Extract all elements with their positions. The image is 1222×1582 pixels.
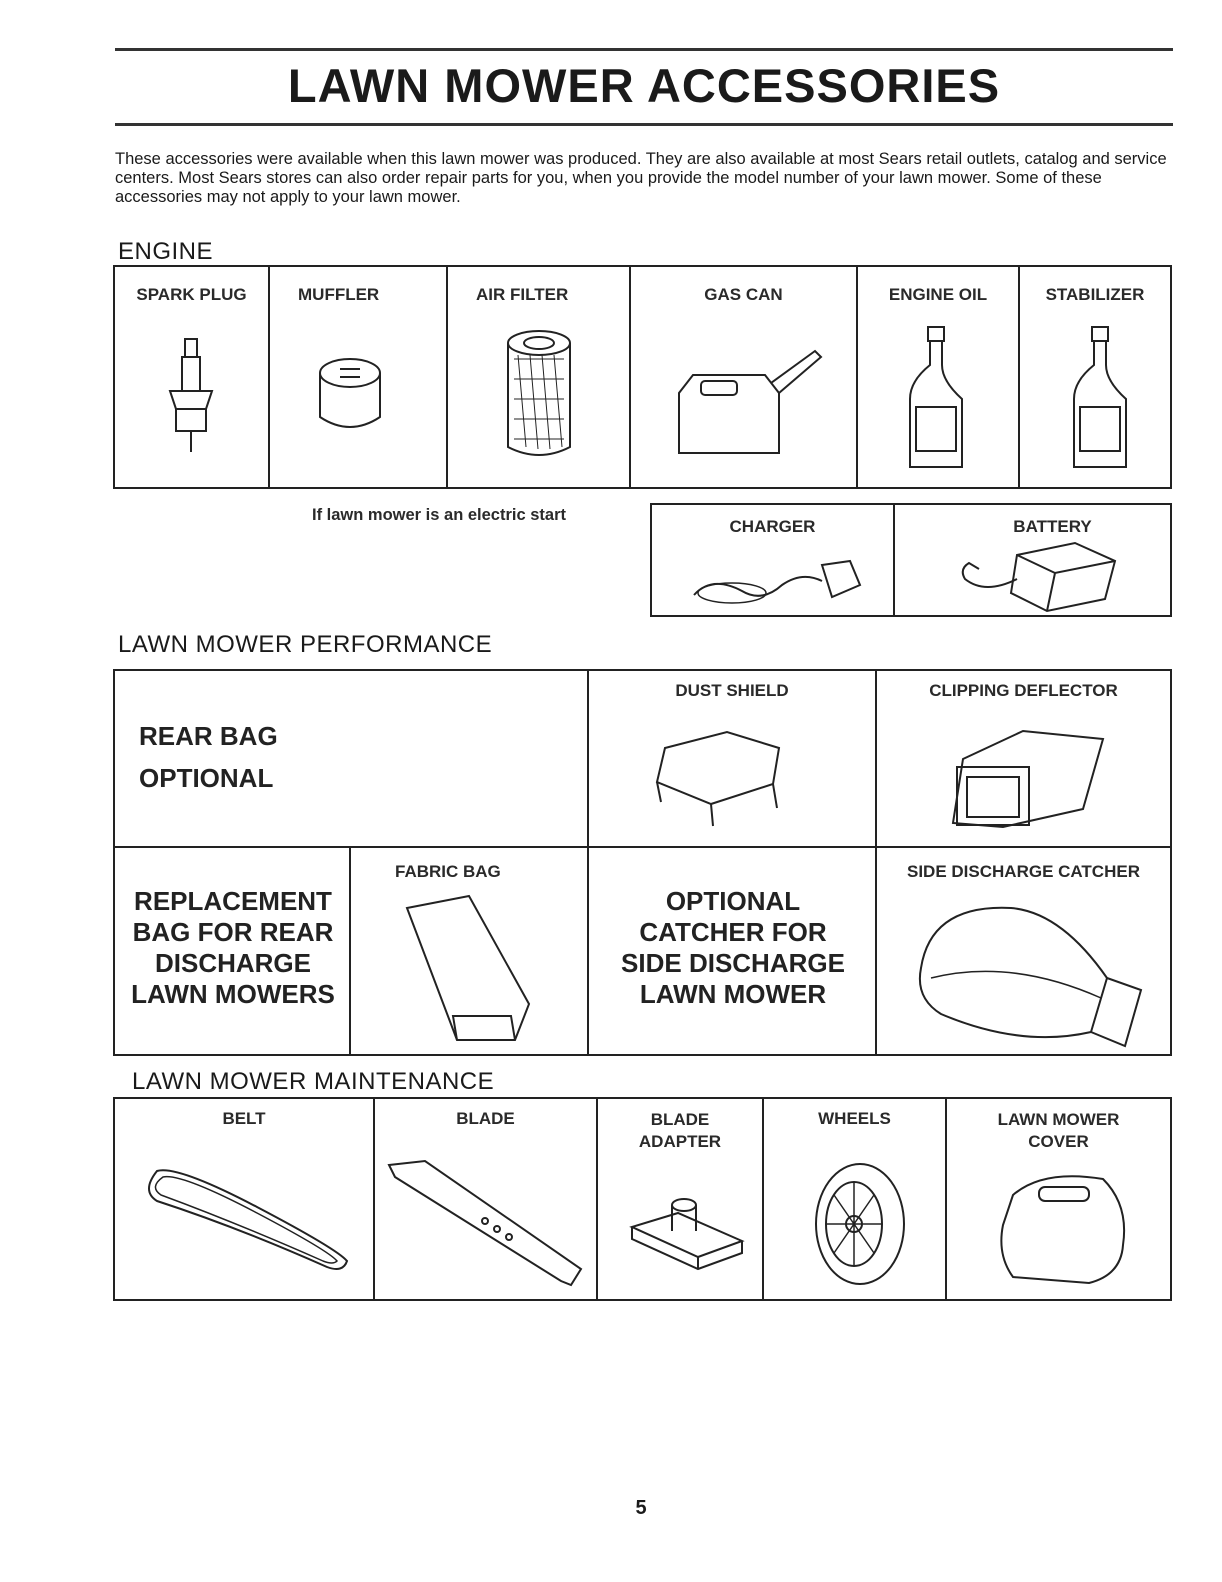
gas-can-label: GAS CAN xyxy=(704,285,783,304)
replacement-line-4: LAWN MOWERS xyxy=(131,979,335,1009)
clipping-deflector-icon xyxy=(943,719,1113,839)
mower-cover-icon xyxy=(993,1165,1133,1290)
engine-heading: ENGINE xyxy=(118,238,214,265)
engine-oil-bottle-icon xyxy=(908,325,968,475)
engine-oil-cell xyxy=(858,267,1020,487)
fabric-bag-label: FABRIC BAG xyxy=(395,862,501,881)
maintenance-grid xyxy=(113,1097,1172,1301)
dust-shield-cell xyxy=(589,671,877,848)
engine-oil-label: ENGINE OIL xyxy=(888,285,988,304)
spark-plug-label: SPARK PLUG xyxy=(136,285,247,304)
belt-cell xyxy=(115,1099,375,1299)
fabric-bag-cell xyxy=(351,848,589,1054)
clipping-deflector-cell xyxy=(877,671,1170,848)
engine-grid xyxy=(113,265,1172,489)
replacement-bag-text xyxy=(115,886,351,1010)
wheels-cell xyxy=(764,1099,947,1299)
air-filter-cell xyxy=(448,267,631,487)
stabilizer-cell xyxy=(1020,267,1170,487)
charger-icon xyxy=(692,555,862,610)
bottom-rule xyxy=(115,123,1173,126)
side-catcher-label: SIDE DISCHARGE CATCHER xyxy=(907,862,1140,881)
cover-line-1: LAWN MOWER xyxy=(997,1110,1120,1129)
spark-plug-cell xyxy=(115,267,270,487)
replacement-line-3: DISCHARGE xyxy=(154,948,311,978)
intro-paragraph: These accessories were available when this lawn mower was produced. They are also available at most Sears retail outlets, catalog and service centers. Most Sears stores can also order repair parts for you, when you provide the model number of your lawn mower. Some of these accessories may not apply to your lawn mower. xyxy=(115,150,1167,206)
stabilizer-bottle-icon xyxy=(1072,325,1132,475)
muffler-label: MUFFLER xyxy=(298,285,380,304)
page-title: LAWN MOWER ACCESSORIES xyxy=(287,59,1001,112)
top-rule xyxy=(115,48,1173,51)
cover-label xyxy=(947,1109,1170,1153)
replacement-line-2: BAG FOR REAR xyxy=(132,917,334,947)
dust-shield-icon xyxy=(647,726,797,831)
blade-adapter-line-2: ADAPTER xyxy=(638,1132,722,1151)
belt-icon xyxy=(137,1161,357,1281)
fabric-bag-icon xyxy=(399,894,539,1044)
blade-adapter-cell xyxy=(598,1099,764,1299)
spark-plug-icon xyxy=(160,337,230,462)
blade-adapter-label xyxy=(598,1109,762,1153)
battery-icon xyxy=(955,539,1125,614)
electric-start-note: If lawn mower is an electric start xyxy=(312,506,567,524)
performance-heading: LAWN MOWER PERFORMANCE xyxy=(118,631,493,658)
gas-can-icon xyxy=(675,345,825,460)
performance-grid xyxy=(113,669,1172,1056)
replacement-line-1: REPLACEMENT xyxy=(134,886,332,916)
cover-cell xyxy=(947,1099,1170,1299)
dust-shield-label: DUST SHIELD xyxy=(675,681,789,700)
air-filter-icon xyxy=(506,329,576,464)
replacement-bag-cell xyxy=(115,848,351,1054)
blade-cell xyxy=(375,1099,598,1299)
optional-catcher-text xyxy=(589,886,877,1010)
side-discharge-catcher-icon xyxy=(911,898,1151,1048)
charger-label: CHARGER xyxy=(729,517,816,536)
page-number: 5 xyxy=(635,1497,647,1519)
rear-bag-subtitle: OPTIONAL xyxy=(139,763,274,793)
air-filter-label: AIR FILTER xyxy=(476,285,569,304)
blade-adapter-icon xyxy=(628,1193,748,1283)
rear-bag-cell xyxy=(115,671,589,848)
optional-catcher-line-4: LAWN MOWER xyxy=(639,979,827,1009)
optional-catcher-line-1: OPTIONAL xyxy=(665,886,801,916)
blade-label: BLADE xyxy=(456,1109,515,1128)
wheels-label: WHEELS xyxy=(818,1109,891,1128)
rear-bag-title: REAR BAG xyxy=(139,721,278,751)
optional-catcher-line-2: CATCHER FOR xyxy=(639,917,827,947)
maintenance-heading: LAWN MOWER MAINTENANCE xyxy=(132,1068,495,1095)
battery-label: BATTERY xyxy=(1013,517,1092,536)
cover-line-2: COVER xyxy=(1028,1132,1089,1151)
blade-icon xyxy=(385,1159,595,1289)
blade-adapter-line-1: BLADE xyxy=(650,1110,710,1129)
muffler-icon xyxy=(318,357,388,442)
clipping-deflector-label: CLIPPING DEFLECTOR xyxy=(929,681,1118,700)
optional-catcher-line-3: SIDE DISCHARGE xyxy=(621,948,845,978)
wheel-icon xyxy=(810,1159,910,1289)
muffler-cell xyxy=(270,267,448,487)
battery-cell xyxy=(895,505,1170,615)
optional-catcher-cell xyxy=(589,848,877,1054)
charger-cell xyxy=(652,505,895,615)
side-catcher-cell xyxy=(877,848,1170,1054)
electric-grid xyxy=(650,503,1172,617)
stabilizer-label: STABILIZER xyxy=(1045,285,1145,304)
gas-can-cell xyxy=(631,267,858,487)
belt-label: BELT xyxy=(222,1109,266,1128)
